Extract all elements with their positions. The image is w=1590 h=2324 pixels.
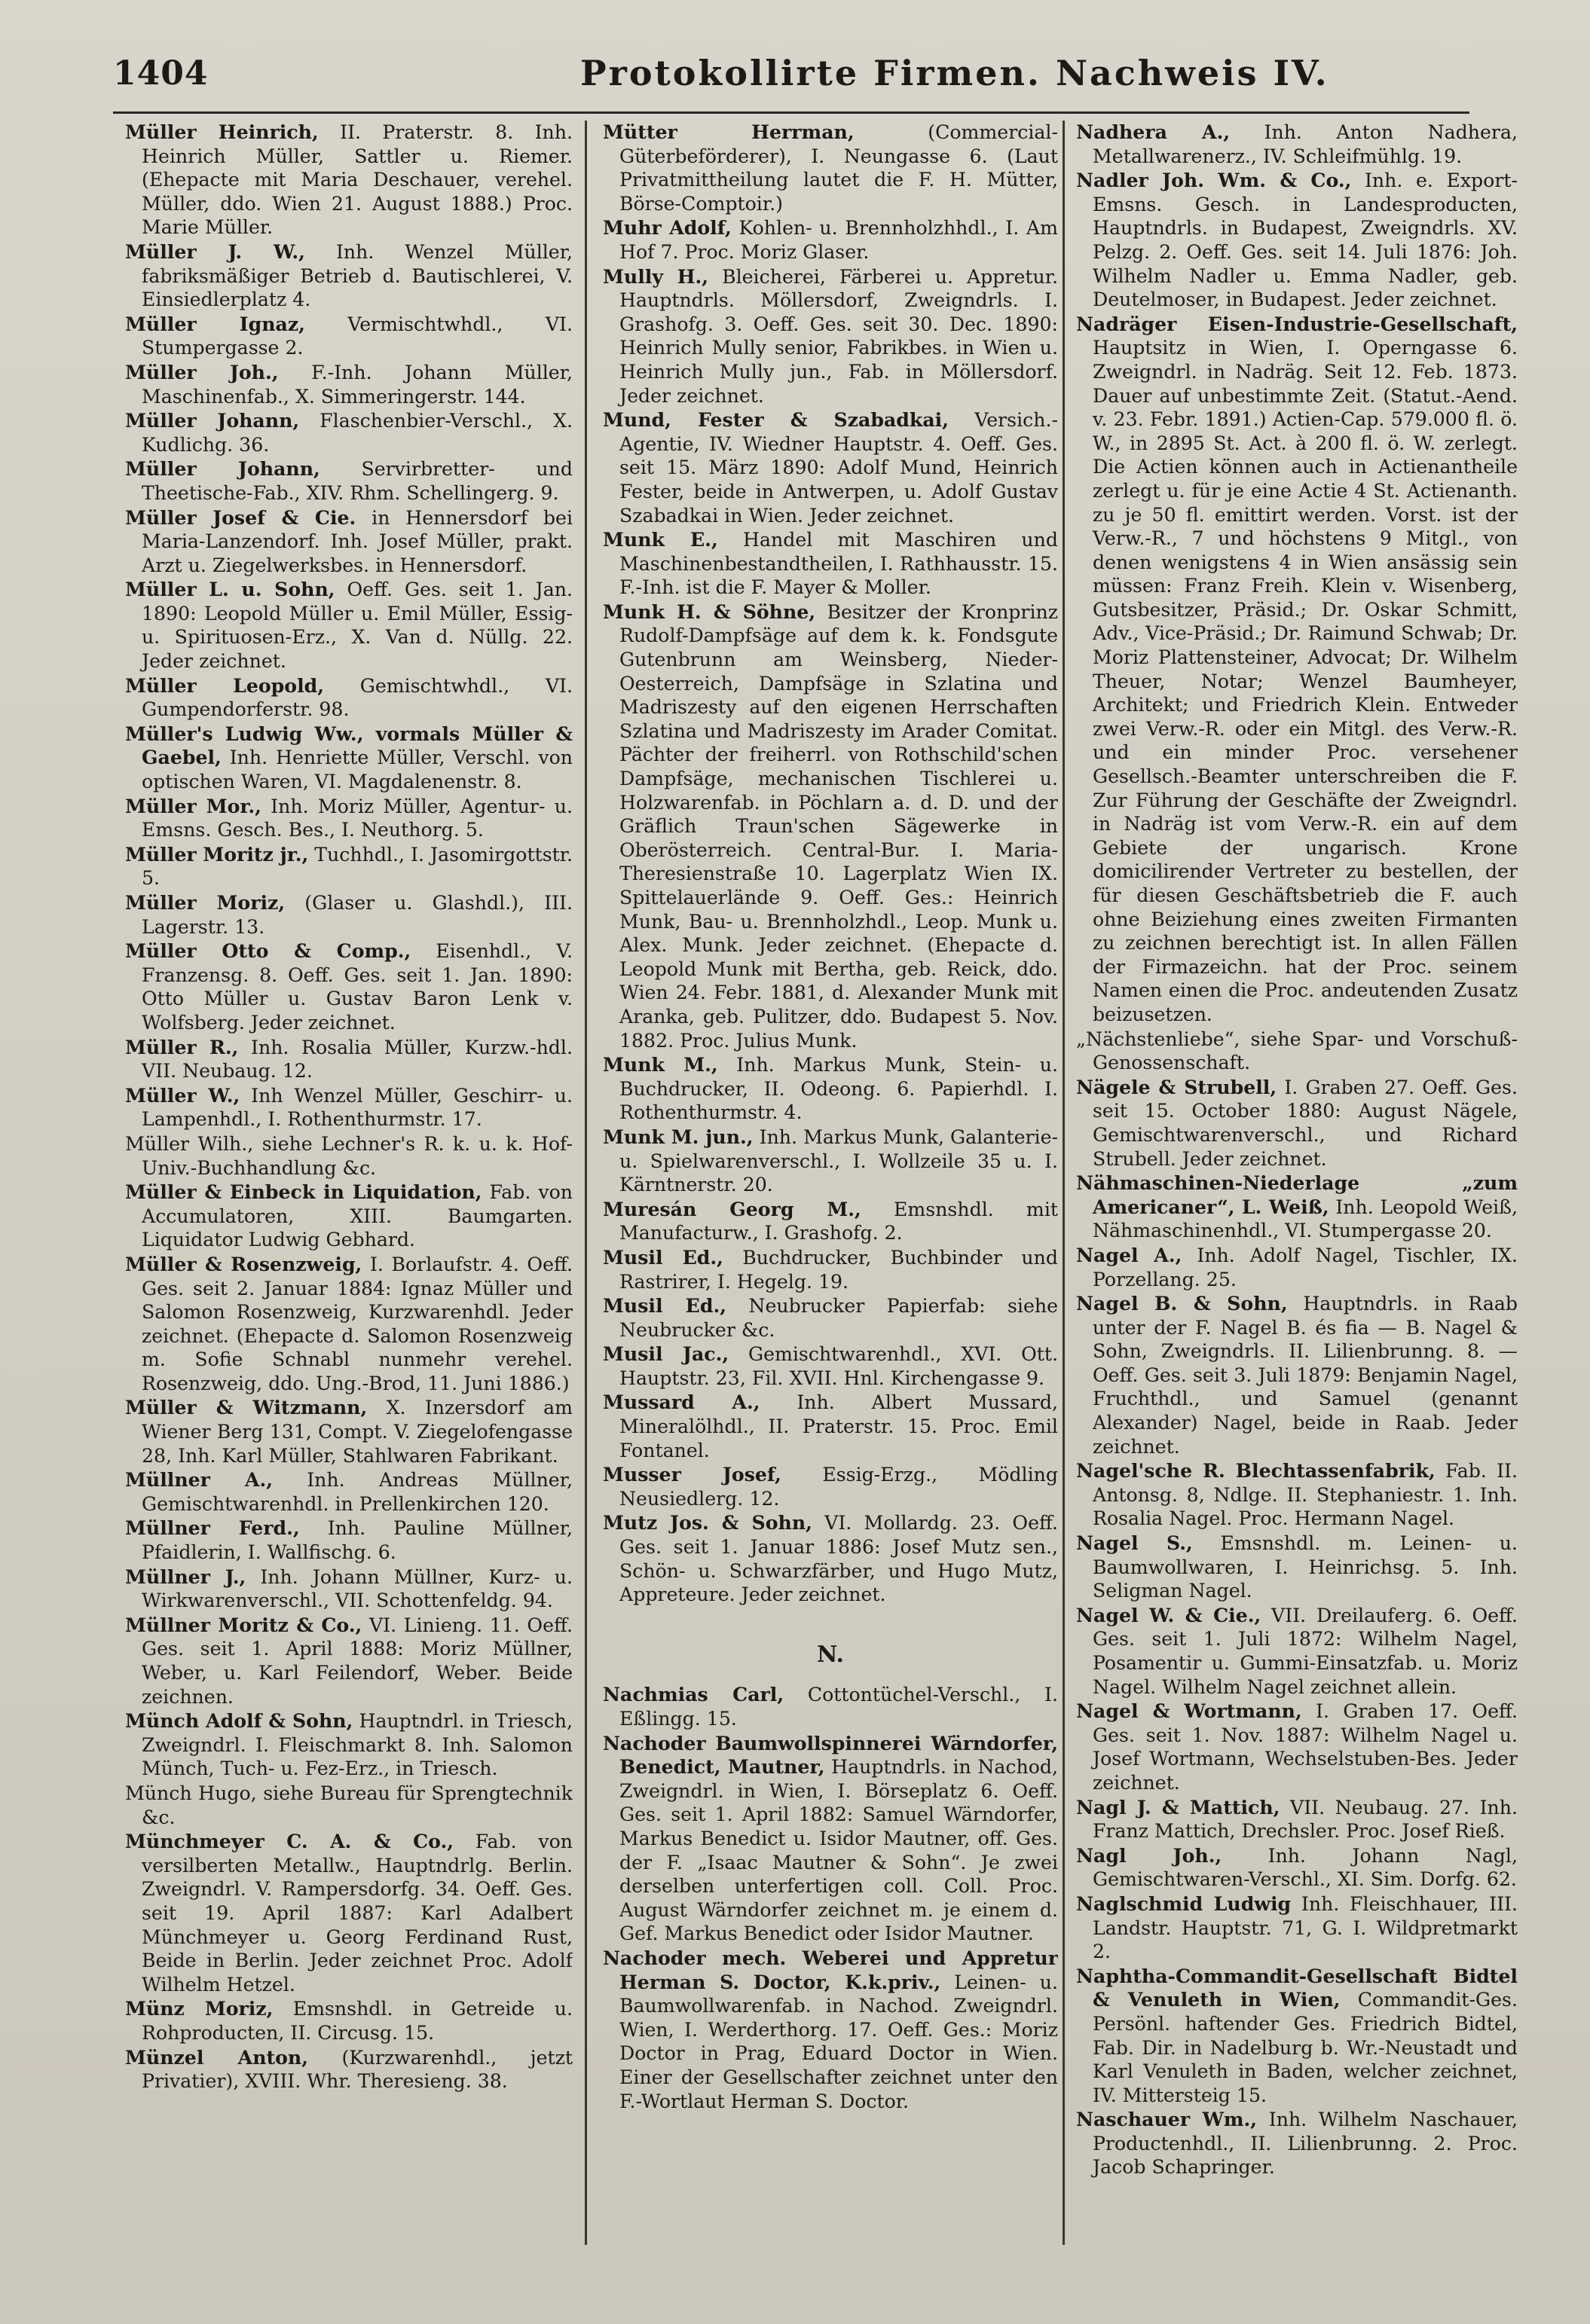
entry-details: Gemischtwhdl., VI. Gumpendorferstr. 98. — [142, 674, 573, 721]
firm-name: Müllner Moritz & Co., — [125, 1613, 362, 1636]
firm-name: Müller Leopold, — [125, 673, 325, 697]
directory-entry — [603, 408, 1058, 527]
firm-name: Müller's Ludwig Ww., vormals Müller & Gaebel, — [125, 722, 573, 769]
firm-name: Nachmias Carl, — [603, 1683, 784, 1706]
directory-entry — [125, 1997, 573, 2045]
firm-name: Nagel & Wortmann, — [1076, 1699, 1302, 1723]
firm-name: Musil Ed., — [603, 1245, 723, 1269]
firm-name: Munk H. & Söhne, — [603, 600, 816, 623]
firm-name: Müller Moriz, — [125, 891, 286, 914]
directory-entry — [603, 1463, 1058, 1510]
entry-details: Inh. Markus Munk, Stein- u. Buchdrucker, II. Odeong. 6. Papierhdl. I. Rothenthurmstr. 4. — [619, 1054, 1058, 1124]
directory-entry — [125, 674, 573, 722]
firm-name: Musil Ed., — [603, 1294, 727, 1318]
entry-details: Handel mit Maschiren und Maschinenbestandtheilen, I. Rathhausstr. 15. F.-Inh. ist die F. Mayer & Moller. — [619, 529, 1058, 599]
firm-name: Müller Johann, — [125, 409, 300, 432]
column-middle — [603, 121, 1058, 2290]
entry-details: VI. Linieng. 11. Oeff. Ges. seit 1. April 1888: Moriz Müllner, Weber, u. Karl Feilendorf, Weber. Beide zeichnen. — [142, 1614, 573, 1708]
column-divider — [1063, 121, 1065, 2245]
firm-name: Müller Moritz jr., — [125, 842, 309, 866]
column-right — [1076, 121, 1518, 2290]
entry-details: Inh. Wenzel Müller, fabriksmäßiger Betrieb d. Bautischlerei, V. Einsiedlerplatz 4. — [142, 240, 573, 311]
directory-entry — [125, 1468, 573, 1516]
directory-entry — [125, 361, 573, 408]
directory-entry — [125, 795, 573, 842]
directory-entry — [603, 1947, 1058, 2113]
entry-details: I. Graben 17. Oeff. Ges. seit 1. Nov. 1887: Wilhelm Nagel u. Josef Wortmann, Wechselstuben-Bes. Jeder zeichnet. — [1093, 1700, 1518, 1794]
directory-entry — [1076, 313, 1518, 1027]
firm-name: Musil Jac., — [603, 1342, 729, 1366]
firm-name: Müller Mor., — [125, 794, 261, 817]
directory-entry — [125, 1253, 573, 1396]
entry-details: Fab. von versilberten Metallw., Hauptndrlg. Berlin. Zweigndrl. V. Rampersdorfg. 34. Oeff. Ges. seit 19. April 1887: Karl Adalbert Münchmeyer u. Georg Ferdinand Rust, Beide in Berlin. Jeder zeichnet Proc. Adolf Wilhelm Hetzel. — [142, 1831, 573, 1996]
directory-entry — [1076, 1532, 1518, 1603]
entry-details: Hauptndrl. in Triesch, Zweigndrl. I. Fleischmarkt 8. Inh. Salomon Münch, Tuch- u. Fez-Erz., in Triesch. — [142, 1710, 573, 1780]
entry-details: X. Inzersdorf am Wiener Berg 131, Compt. V. Ziegelofengasse 28, Inh. Karl Müller, Stahlwaren Fabrikant. — [142, 1397, 573, 1467]
entry-details: Emsnshdl. in Getreide u. Rohproducten, II. Circusg. 15. — [142, 1998, 573, 2044]
entry-details: Emsnshdl. mit Manufacturw., I. Grashofg. 2. — [619, 1198, 1058, 1244]
entry-details: Commandit-Ges. Persönl. haftender Ges. Friedrich Bidtel, Fab. Dir. in Nadelburg b. Wr.-Neustadt und Karl Venuleth in Baden, welcher zeichnet, IV. Mittersteig 15. — [1093, 1989, 1518, 2106]
entry-details: Fab. von Accumulatoren, XIII. Baumgarten. Liquidator Ludwig Gebhard. — [142, 1181, 573, 1251]
column-left — [125, 121, 573, 2290]
directory-entry — [603, 1683, 1058, 1730]
firm-name: Mully H., — [603, 264, 709, 288]
directory-entry — [125, 1782, 573, 1829]
directory-entry — [603, 121, 1058, 215]
directory-entry — [125, 939, 573, 1034]
entry-details: Inh. Henriette Müller, Verschl. von optischen Waren, VI. Magdalenenstr. 8. — [142, 747, 573, 793]
directory-entry — [125, 313, 573, 360]
entry-details: VII. Neubaug. 27. Inh. Franz Mattich, Drechsler. Proc. Josef Rieß. — [1093, 1796, 1518, 1843]
directory-entry — [603, 600, 1058, 1052]
entry-details: Inh. Anton Nadhera, Metallwarenerz., IV. Schleifmühlg. 19. — [1093, 121, 1518, 167]
entry-details: Tuchhdl., I. Jasomirgottstr. 5. — [142, 843, 573, 890]
firm-name: Müller J. W., — [125, 240, 305, 263]
firm-name: Münzel Anton, — [125, 2045, 309, 2069]
firm-name: Müller Josef & Cie. — [125, 505, 356, 529]
directory-entry — [125, 722, 573, 794]
directory-entry — [1076, 121, 1518, 168]
directory-entry — [125, 1830, 573, 1996]
entry-details: Buchdrucker, Buchbinder und Rastrirer, I. Hegelg. 19. — [619, 1246, 1058, 1293]
entry-details: Inh. Albert Mussard, Mineralölhdl., II. Praterstr. 15. Proc. Emil Fontanel. — [619, 1391, 1058, 1461]
entry-details: Inh. Adolf Nagel, Tischler, IX. Porzellang. 25. — [1093, 1244, 1518, 1290]
firm-name: Nägele & Strubell, — [1076, 1075, 1277, 1098]
directory-entry — [125, 409, 573, 457]
directory-entry — [1076, 1244, 1518, 1291]
section-letter: N. — [817, 1641, 844, 1668]
firm-name: Müller L. u. Sohn, — [125, 578, 335, 601]
firm-name: Naglschmid Ludwig — [1076, 1892, 1292, 1915]
directory-entry — [603, 1294, 1058, 1342]
header-rule — [113, 111, 1469, 114]
entry-details: Hauptsitz in Wien, I. Operngasse 6. Zweigndrl. in Nadräg. Seit 12. Feb. 1873. Dauer auf unbestimmte Zeit. (Statut.-Aend. v. 23. Febr. 1891.) Actien-Cap. 579.000 fl. ö. W., in 2895 St. Act. à 200 fl. ö. W. zerlegt. Die Actien können auch in Actienantheile zerlegt u. für je eine Actie 4 St. Actienanth. zu je 50 fl. emittirt werden. Vorst. ist der Verw.-R., 7 und höchstens 9 Mitgl., von denen wenigstens 4 in Wien ansässig sein müssen: Franz Freih. Klein v. Wisenberg, Gutsbesitzer, Präsid.; Dr. Oskar Schmitt, Adv., Vice-Präsid.; Dr. Raimund Schwab; Dr. Moriz Plattensteiner, Advocat; Dr. Wilhelm Theuer, Notar; Wenzel Baumheyer, Architekt; und Friedrich Klein. Entweder zwei Verw.-R. oder ein Mitgl. des Verw.-R. und ein minder Proc. versehener Gesellsch.-Beamter unterschreiben die F. Zur Führung der Geschäfte der Zweigndrl. in Nadräg ist vom Verw.-R. ein auf dem Gebiete der ungarisch. Krone domicilirender Vertreter zu bestellen, der für diesen Geschäftsbetrieb die F. auch ohne Beiziehung eines zweiten Firmanten zu zeichnen berechtigt ist. In allen Fällen der Firmazeichn. hat der Proc. seinem Namen einen die Proc. andeutenden Zusatz beizusetzen. — [1093, 337, 1518, 1025]
directory-entry — [603, 1053, 1058, 1125]
entry-details: Müller Wilh., siehe Lechner's R. k. u. k. Hof-Univ.-Buchhandlung &c. — [125, 1132, 573, 1179]
directory-entry — [1076, 1604, 1518, 1699]
entry-details: Versich.-Agentie, IV. Wiedner Hauptstr. 4. Oeff. Ges. seit 15. März 1890: Adolf Mund, Heinrich Fester, beide in Antwerpen, u. Adolf Gustav Szabadkai in Wien. Jeder zeichnet. — [619, 409, 1058, 527]
entry-details: Inh. Fleischhauer, III. Landstr. Hauptstr. 71, G. I. Wildpretmarkt 2. — [1093, 1892, 1518, 1963]
firm-name: Nachoder Baumwollspinnerei Wärndorfer, Benedict, Mautner, — [603, 1731, 1058, 1779]
directory-entry — [1076, 1892, 1518, 1964]
column-divider — [585, 121, 587, 2245]
firm-name: Müller Otto & Comp., — [125, 939, 411, 963]
directory-entry — [1076, 1699, 1518, 1794]
entry-details: F.-Inh. Johann Müller, Maschinenfab., X. Simmeringerstr. 144. — [142, 361, 573, 408]
entry-details: Cottontüchel-Verschl., I. Eßlingg. 15. — [619, 1684, 1058, 1730]
firm-name: Nagl Joh., — [1076, 1843, 1222, 1867]
directory-entry — [125, 1709, 573, 1781]
firm-name: Nadhera A., — [1076, 121, 1231, 143]
firm-name: Müller Joh., — [125, 360, 279, 383]
directory-entry — [1076, 2108, 1518, 2179]
directory-entry — [1076, 169, 1518, 312]
entry-details: Besitzer der Kronprinz Rudolf-Dampfsäge auf dem k. k. Fondsgute Gutenbrunn am Weinsberg, Nieder-Oesterreich, Dampfsäge in Szlatina und Madriszesty auf den eigenen Herrschaften Szlatina und Madriszesty im Arader Comitat. Pächter der freiherrl. von Rothschild'schen Dampfsäge, mechanischen Tischlerei u. Holzwarenfab. in Pöchlarn a. d. D. und der Gräflich Traun'schen Sägewerke in Oberösterreich. Central-Bur. I. Maria-Theresienstraße 10. Lagerplatz Wien IX. Spittelauerlände 9. Oeff. Ges.: Heinrich Munk, Bau- u. Brennholzhdl., Leop. Munk u. Alex. Munk. Jeder zeichnet. (Ehepacte d. Leopold Munk mit Bertha, geb. Reick, ddo. Wien 24. Febr. 1881, d. Alexander Munk mit Aranka, geb. Pulitzer, ddo. Budapest 5. Nov. 1882. Proc. Julius Munk. — [619, 600, 1058, 1052]
entry-details: Gemischtwarenhdl., XVI. Ott. Hauptstr. 23, Fil. XVII. Hnl. Kirchengasse 9. — [619, 1343, 1058, 1389]
entry-details: Servirbretter- und Theetische-Fab., XIV. Rhm. Schellingerg. 9. — [142, 458, 573, 504]
entry-details: Inh. Moriz Müller, Agentur- u. Emsns. Gesch. Bes., I. Neuthorg. 5. — [142, 795, 573, 841]
firm-name: Naschauer Wm., — [1076, 2108, 1258, 2131]
entry-details: Inh. Wilhelm Naschauer, Productenhdl., II. Lilienbrunng. 2. Proc. Jacob Schapringer. — [1093, 2109, 1518, 2179]
entry-details: Neubrucker Papierfab: siehe Neubrucker &c. — [619, 1295, 1058, 1341]
firm-name: Müller Heinrich, — [125, 121, 319, 143]
firm-name: Mussard A., — [603, 1391, 760, 1414]
directory-entry — [125, 1036, 573, 1083]
directory-entry — [125, 1084, 573, 1131]
directory-entry — [603, 1198, 1058, 1245]
entry-details: Flaschenbier-Verschl., X. Kudlichg. 36. — [142, 410, 573, 456]
directory-entry — [125, 891, 573, 939]
firm-name: Müller & Witzmann, — [125, 1396, 368, 1419]
directory-entry — [125, 578, 573, 673]
directory-entry — [603, 1342, 1058, 1390]
entry-details: Fab. II. Antonsg. 8, Ndlge. II. Stephaniestr. 1. Inh. Rosalia Nagel. Proc. Hermann Nagel. — [1093, 1460, 1518, 1530]
firm-name: Müller & Rosenzweig, — [125, 1252, 362, 1275]
running-title: Protokollirte Firmen. Nachweis IV. — [580, 53, 1329, 93]
firm-name: Nadler Joh. Wm. & Co., — [1076, 169, 1352, 192]
firm-name: Nadräger Eisen-Industrie-Gesellschaft, — [1076, 312, 1518, 335]
firm-name: Müllner A., — [125, 1468, 273, 1492]
entry-details: in Hennersdorf bei Maria-Lanzendorf. Inh. Josef Müller, prakt. Arzt u. Ziegelwerksbes. in Hennersdorf. — [142, 506, 573, 576]
firm-name: Nagl J. & Mattich, — [1076, 1795, 1280, 1819]
entry-details: I. Graben 27. Oeff. Ges. seit 15. October 1880: August Nägele, Gemischtwarenverschl., und Richard Strubell. Jeder zeichnet. — [1093, 1076, 1518, 1170]
firm-name: Nagel'sche R. Blechtassenfabrik, — [1076, 1459, 1436, 1483]
directory-entry — [125, 1396, 573, 1467]
entry-details: Hauptndrls. in Raab unter der F. Nagel B. és fia — B. Nagel & Sohn, Zweigndrls. II. Lilienbrunng. 8. — Oeff. Ges. seit 3. Juli 1879: Benjamin Nagel, Fruchthdl., und Samuel (genannt Alexander) Nagel, beide in Raab. Jeder zeichnet. — [1093, 1293, 1518, 1458]
entry-details: Eisenhdl., V. Franzensg. 8. Oeff. Ges. seit 1. Jan. 1890: Otto Müller u. Gustav Baron Lenk v. Wolfsberg. Jeder zeichnet. — [142, 940, 573, 1034]
entry-details: II. Praterstr. 8. Inh. Heinrich Müller, Sattler u. Riemer. (Ehepacte mit Maria Deschauer, verehel. Müller, ddo. Wien 21. August 1888.) Proc. Marie Müller. — [142, 121, 573, 239]
entry-details: Bleicherei, Färberei u. Appretur. Hauptndrls. Möllersdorf, Zweigndrls. I. Grashofg. 3. Oeff. Ges. seit 30. Dec. 1890: Heinrich Mully senior, Fabrikbes. in Wien u. Heinrich Mully jun., Fab. in Möllersdorf. Jeder zeichnet. — [619, 265, 1058, 407]
entry-details: Münch Hugo, siehe Bureau für Sprengtechnik &c. — [125, 1782, 573, 1828]
firm-name: Müller W., — [125, 1083, 240, 1107]
firm-name: Nagel B. & Sohn, — [1076, 1292, 1288, 1315]
directory-entry — [125, 1132, 573, 1180]
directory-entry — [125, 2046, 573, 2093]
entry-details: (Kurzwarenhdl., jetzt Privatier), XVIII. Whr. Theresieng. 38. — [142, 2046, 573, 2093]
firm-name: Nagel A., — [1076, 1243, 1182, 1266]
entry-details: Kohlen- u. Brennholzhhdl., I. Am Hof 7. Proc. Moriz Glaser. — [619, 217, 1058, 263]
firm-name: Nagel W. & Cie., — [1076, 1603, 1261, 1626]
firm-name: Mutz Jos. & Sohn, — [603, 1511, 812, 1535]
directory-entry — [1076, 1028, 1518, 1075]
entry-details: Inh. Rosalia Müller, Kurzw.-hdl. VII. Neubaug. 12. — [142, 1036, 573, 1083]
directory-entry — [1076, 1844, 1518, 1892]
firm-name: Munk M., — [603, 1053, 718, 1076]
entry-details: Hauptndrls. in Nachod, Zweigndrl. in Wien, I. Börseplatz 6. Oeff. Ges. seit 1. April 1882: Samuel Wärndorfer, Markus Benedict u. Isidor Mautner, off. Ges. der F. „Isaac Mautner & Sohn“. Je zwei derselben unterfertigen coll. Coll. Proc. August Wärndorfer zeichnet m. je einem d. Gef. Markus Benedict oder Isidor Mautner. — [619, 1756, 1058, 1945]
entry-details: (Glaser u. Glashdl.), III. Lagerstr. 13. — [142, 892, 573, 938]
directory-entry — [125, 121, 573, 240]
firm-name: Müllner Ferd., — [125, 1516, 300, 1540]
entry-details: Inh. Leopold Weiß, Nähmaschinenhdl., VI. Stumpergasse 20. — [1093, 1196, 1518, 1242]
directory-entry — [125, 1180, 573, 1252]
firm-name: Munk E., — [603, 528, 718, 551]
firm-name: Mund, Fester & Szabadkai, — [603, 408, 949, 432]
page-header — [113, 39, 1485, 107]
entry-details: (Commercial-Güterbeförderer), I. Neungasse 6. (Laut Privatmittheilung lautet die F. H. Mütter, Börse-Comptoir.) — [619, 121, 1058, 215]
entry-details: Oeff. Ges. seit 1. Jan. 1890: Leopold Müller u. Emil Müller, Essig- u. Spirituosen-Erz., X. Van d. Nüllg. 22. Jeder zeichnet. — [142, 579, 573, 673]
entry-details: Inh. Markus Munk, Galanterie- u. Spielwarenverschl., I. Wollzeile 35 u. I. Kärntnerstr. 20. — [619, 1125, 1058, 1196]
firm-name: Muhr Adolf, — [603, 216, 732, 240]
directory-entry — [125, 1565, 573, 1613]
entry-details: Essig-Erzg., Mödling Neusiedlerg. 12. — [619, 1464, 1058, 1510]
entry-details: Inh. Pauline Müllner, Pfaidlerin, I. Wallfischg. 6. — [142, 1517, 573, 1564]
directory-entry — [1076, 1292, 1518, 1458]
entry-details: Inh. Andreas Müllner, Gemischtwarenhdl. in Prellenkirchen 120. — [142, 1469, 573, 1515]
directory-entry — [603, 1246, 1058, 1293]
directory-entry — [125, 506, 573, 578]
directory-entry — [125, 843, 573, 890]
directory-entry — [125, 240, 573, 312]
directory-entry — [603, 1511, 1058, 1606]
entry-details: Leinen- u. Baumwollwarenfab. in Nachod. Zweigndrl. Wien, I. Werderthorg. 17. Oeff. Ges.: Moriz Doctor in Prag, Eduard Doctor in Wien. Einer der Gesellschafter zeichnet unter den F.-Wortlaut Herman S. Doctor. — [619, 1971, 1058, 2112]
firm-name: Müller & Einbeck in Liquidation, — [125, 1180, 482, 1204]
directory-entry — [603, 216, 1058, 264]
entry-details: Inh. Johann Müllner, Kurz- u. Wirkwarenverschl., VII. Schottenfeldg. 94. — [142, 1565, 573, 1612]
firm-name: Münch Adolf & Sohn, — [125, 1709, 353, 1733]
directory-entry — [1076, 1076, 1518, 1171]
firm-name: Müller Johann, — [125, 457, 320, 481]
firm-name: Naphtha-Commandit-Gesellschaft Bidtel & Venuleth in Wien, — [1076, 1964, 1518, 2011]
entry-details: Emsnshdl. m. Leinen- u. Baumwollwaren, I. Heinrichsg. 5. Inh. Seligman Nagel. — [1093, 1532, 1518, 1602]
directory-entry — [603, 528, 1058, 600]
firm-name: Nagel S., — [1076, 1532, 1193, 1555]
firm-name: Münchmeyer C. A. & Co., — [125, 1830, 454, 1853]
firm-name: Musser Josef, — [603, 1463, 781, 1486]
entry-details: VI. Mollardg. 23. Oeff. Ges. seit 1. Januar 1886: Josef Mutz sen., Schön- u. Schwarzfärber, und Hugo Mutz, Appreteure. Jeder zeichnet. — [619, 1512, 1058, 1606]
directory-entry — [1076, 1171, 1518, 1243]
firm-name: Nachoder mech. Weberei und Appretur Herman S. Doctor, K.k.priv., — [603, 1946, 1058, 1993]
entry-details: Vermischtwhdl., VI. Stumpergasse 2. — [142, 313, 573, 359]
entry-details: Inh. Johann Nagl, Gemischtwaren-Verschl., XI. Sim. Dorfg. 62. — [1093, 1844, 1518, 1891]
entry-details: Inh Wenzel Müller, Geschirr- u. Lampenhdl., I. Rothenthurmstr. 17. — [142, 1084, 573, 1131]
directory-entry — [603, 265, 1058, 408]
directory-entry — [1076, 1796, 1518, 1843]
firm-name: Munk M. jun., — [603, 1125, 754, 1148]
directory-entry — [603, 1391, 1058, 1462]
firm-name: Müller Ignaz, — [125, 312, 305, 335]
entry-details: „Nächstenliebe“, siehe Spar- und Vorschuß-Genossenschaft. — [1076, 1028, 1518, 1074]
directory-entry — [125, 1516, 573, 1564]
firm-name: Nähmaschinen-Niederlage „zum Americaner“, L. Weiß, — [1076, 1171, 1518, 1218]
directory-entry — [125, 457, 573, 505]
firm-name: Mütter Herrman, — [603, 121, 855, 143]
firm-name: Münz Moriz, — [125, 1997, 274, 2020]
firm-name: Müllner J., — [125, 1565, 246, 1588]
firm-name: Müller R., — [125, 1035, 239, 1058]
entry-details: I. Borlaufstr. 4. Oeff. Ges. seit 2. Januar 1884: Ignaz Müller und Salomon Rosenzweig, Kurzwarenhdl. Jeder zeichnet. (Ehepacte d. Salomon Rosenzweig m. Sofie Schnabl nunmehr verehel. Rosenzweig, ddo. Ung.-Brod, 11. Juni 1886.) — [142, 1253, 573, 1394]
directory-entry — [1076, 1459, 1518, 1531]
page-number: 1404 — [113, 54, 209, 93]
firm-name: Muresán Georg M., — [603, 1197, 861, 1220]
directory-entry — [603, 1732, 1058, 1946]
entry-details: Inh. e. Export-Emsns. Gesch. in Landesproducten, Hauptndrls. in Budapest, Zweigndrls. XV. Pelzg. 2. Oeff. Ges. seit 14. Juli 1876: Joh. Wilhelm Nadler u. Emma Nadler, geb. Deutelmoser, in Budapest. Jeder zeichnet. — [1093, 169, 1518, 311]
directory-entry — [125, 1614, 573, 1709]
directory-entry — [1076, 1965, 1518, 2108]
entry-details: VII. Dreilauferg. 6. Oeff. Ges. seit 1. Juli 1872: Wilhelm Nagel, Posamentir u. Gummi-Einsatzfab. u. Moriz Nagel. Wilhelm Nagel zeichnet allein. — [1093, 1604, 1518, 1698]
directory-entry — [603, 1125, 1058, 1197]
